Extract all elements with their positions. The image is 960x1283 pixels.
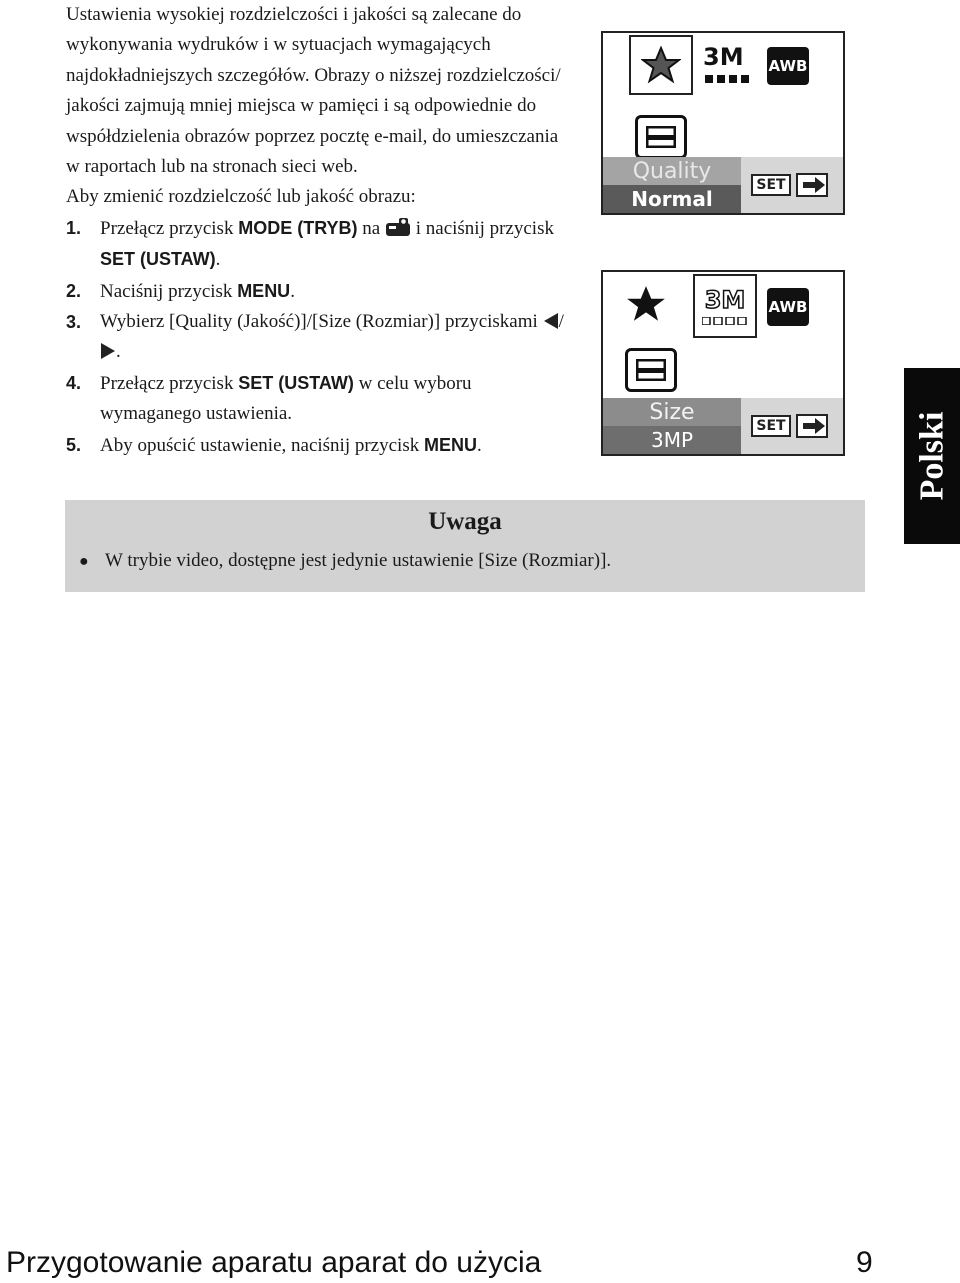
setting-name: Size <box>603 398 741 426</box>
setting-value: 3MP <box>603 426 741 454</box>
note-title: Uwaga <box>428 508 502 535</box>
step-number: 3. <box>66 312 82 333</box>
star-outline-icon <box>641 46 681 84</box>
set-hint <box>741 398 843 454</box>
note-box <box>65 500 865 592</box>
bullet-icon: ● <box>79 553 89 570</box>
body-text <box>66 0 566 461</box>
language-tab <box>904 368 960 544</box>
step-number: 4. <box>66 372 82 393</box>
awb-label: AWB <box>768 298 808 316</box>
lcd-quality-screen <box>601 31 845 215</box>
scene-cell <box>629 35 693 95</box>
set-key-label: SET (USTAW) <box>238 372 354 393</box>
metering-indicator <box>625 348 677 392</box>
howto-line: Aby zmienić rozdzielczość lub jakość obrazu: <box>66 186 416 208</box>
mode-key-label: MODE (TRYB) <box>238 217 358 238</box>
lcd-size-screen <box>601 270 845 456</box>
set-label: SET <box>751 415 790 437</box>
menu-key-label: MENU <box>237 280 291 301</box>
steps-list <box>66 213 566 461</box>
setting-bar <box>603 398 843 454</box>
step-number: 5. <box>66 434 82 455</box>
resolution-dots-icon <box>702 317 748 325</box>
set-hint <box>741 157 843 213</box>
intro-paragraph: Ustawienia wysokiej rozdzielczości i jakości są zalecane do wykonywania wydruków i w sytuacjach wymagających najdokładniejszych szczegółów. Obrazy o niższej rozdzielczości/ jakości zajmują mniej miejsca w pamięci i są odpowiednie do współdzielenia obrazów poprzez pocztę e-mail, do umieszczania w raportach lub na stronach sieci web. <box>66 4 561 178</box>
single-frame-icon <box>636 359 666 381</box>
star-icon <box>625 284 667 324</box>
set-key-label: SET (USTAW) <box>100 249 216 270</box>
scene-indicator <box>625 284 671 328</box>
step-number: 2. <box>66 280 82 301</box>
awb-badge <box>767 288 809 326</box>
footer-title: Przygotowanie aparatu aparat do użycia <box>6 1246 542 1279</box>
left-arrow-icon <box>543 312 559 330</box>
note-text: W trybie video, dostępne jest jedynie ustawienie [Size (Rozmiar)]. <box>105 550 612 571</box>
step-2: 2. Naciśnij przycisk MENU. <box>66 276 566 307</box>
awb-label: AWB <box>768 57 808 75</box>
page-number: 9 <box>856 1246 873 1279</box>
resolution-indicator <box>703 43 751 89</box>
set-label: SET <box>751 174 790 196</box>
enter-arrow-icon <box>795 170 833 200</box>
language-label: Polski <box>913 411 950 501</box>
resolution-dots-icon <box>705 75 751 83</box>
menu-key-label: MENU <box>423 434 477 455</box>
step-4: 4. Przełącz przycisk SET (USTAW) w celu wyboru wymaganego ustawienia. <box>66 368 566 430</box>
step-3: 3. Wybierz [Quality (Jakość)]/[Size (Rozmiar)] przyciskami /. <box>66 307 566 368</box>
single-frame-icon <box>646 126 676 148</box>
step-number: 1. <box>66 217 82 238</box>
awb-badge <box>767 47 809 85</box>
setting-value: Normal <box>603 185 741 213</box>
note-item <box>79 550 611 572</box>
step-5: 5. Aby opuścić ustawienie, naciśnij przycisk MENU. <box>66 430 566 461</box>
resolution-cell <box>693 274 757 338</box>
setting-bar <box>603 157 843 213</box>
resolution-label: 3M <box>704 286 746 314</box>
step-1: 1. Przełącz przycisk MODE (TRYB) na i naciśnij przycisk SET (USTAW). <box>66 213 566 276</box>
metering-indicator <box>635 115 687 159</box>
enter-arrow-icon <box>795 411 833 441</box>
camera-mode-icon <box>385 217 411 237</box>
right-arrow-icon <box>100 342 116 360</box>
resolution-label: 3M <box>703 43 744 71</box>
setting-name: Quality <box>603 157 741 185</box>
